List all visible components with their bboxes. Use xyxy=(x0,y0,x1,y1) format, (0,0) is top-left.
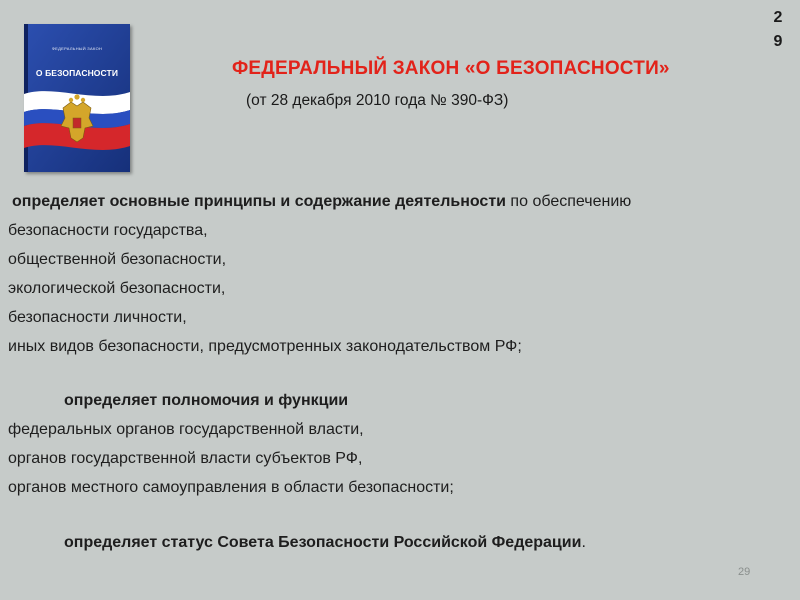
list-item: экологической безопасности, xyxy=(8,280,226,297)
block-council-lead xyxy=(8,528,586,557)
slide-subtitle: (от 28 декабря 2010 года № 390-ФЗ) xyxy=(246,92,509,109)
block-powers-lead: определяет полномочия и функции xyxy=(64,392,349,409)
book-title: О БЕЗОПАСНОСТИ xyxy=(35,68,119,78)
list-item: органов государственной власти субъектов РФ, xyxy=(8,450,363,467)
page-number-top-digit-2: 9 xyxy=(773,33,783,50)
list-item: органов местного самоуправления в области безопасности; xyxy=(8,479,454,496)
block-principles-lead xyxy=(8,187,631,216)
block-principles-lead-bold: определяет основные принципы и содержание деятельности xyxy=(12,193,506,210)
list-item: федеральных органов государственной власти, xyxy=(8,421,364,438)
block-council-lead-bold: определяет статус Совета Безопасности Российской Федерации xyxy=(64,534,582,551)
block-powers xyxy=(8,386,454,502)
block-principles-lead-rest: по обеспечению xyxy=(505,193,632,210)
page-number-top-digit-1: 2 xyxy=(773,9,783,26)
block-council xyxy=(8,528,586,557)
book-cover-image xyxy=(24,24,130,172)
list-item: безопасности личности, xyxy=(8,309,187,326)
book-small-text: ФЕДЕРАЛЬНЫЙ ЗАКОН xyxy=(51,46,103,51)
list-item: общественной безопасности, xyxy=(8,251,227,268)
page-number-top xyxy=(770,6,786,54)
page-number-bottom: 29 xyxy=(738,566,751,578)
list-item: безопасности государства, xyxy=(8,222,208,239)
slide-title: ФЕДЕРАЛЬНЫЙ ЗАКОН «О БЕЗОПАСНОСТИ» xyxy=(232,58,670,79)
block-principles xyxy=(8,187,631,361)
list-item: иных видов безопасности, предусмотренных законодательством РФ; xyxy=(8,338,522,355)
block-council-tail: . xyxy=(581,534,586,551)
